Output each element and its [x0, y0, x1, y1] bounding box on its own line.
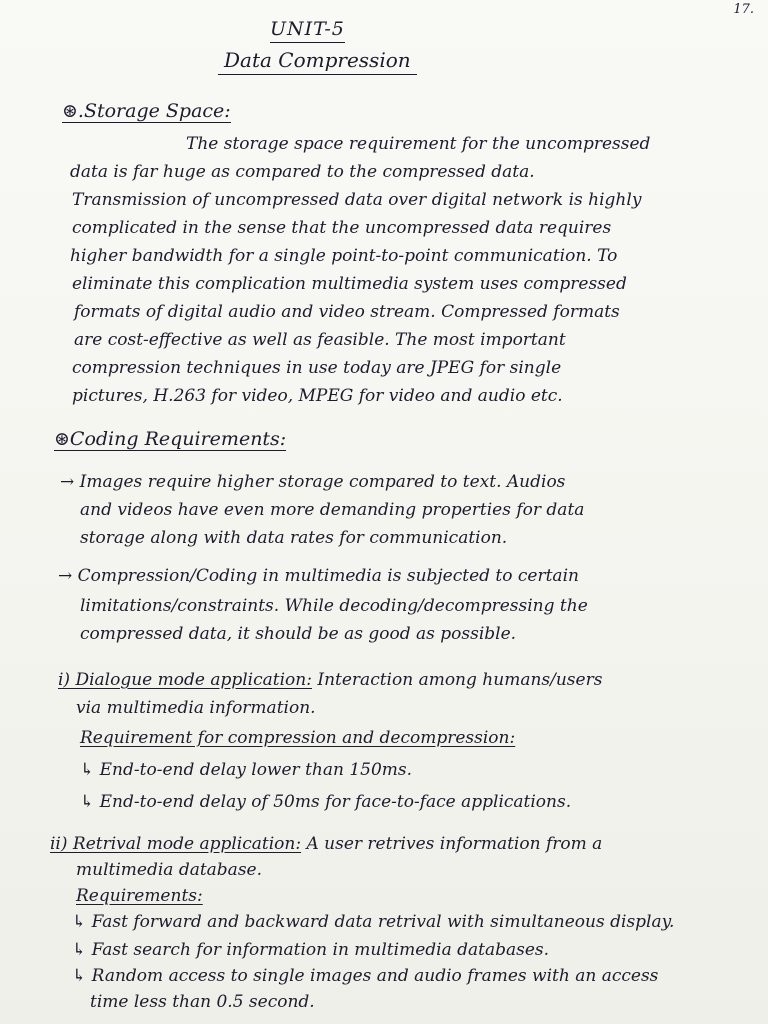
- dialogue-item: ↳ End-to-end delay of 50ms for face-to-face applications.: [80, 792, 572, 812]
- coding-line: → Images require higher storage compared to text. Audios: [60, 472, 566, 492]
- retrieval-text: A user retrives information from a: [306, 834, 603, 854]
- coding-line: → Compression/Coding in multimedia is subjected to certain: [58, 566, 579, 586]
- storage-line: eliminate this complication multimedia system uses compressed: [72, 274, 627, 294]
- dialogue-item: ↳ End-to-end delay lower than 150ms.: [80, 760, 413, 780]
- storage-line: formats of digital audio and video stream. Compressed formats: [74, 302, 620, 322]
- retrieval-item: ↳ Fast forward and backward data retrival with simultaneous display.: [72, 912, 675, 932]
- coding-line: compressed data, it should be as good as possible.: [80, 624, 517, 644]
- page-title: Data Compression: [218, 48, 417, 75]
- dialogue-label: i) Dialogue mode application:: [58, 670, 312, 690]
- storage-line: The storage space requirement for the uncompressed: [186, 134, 651, 154]
- storage-heading: [62, 100, 231, 122]
- retrieval-req-label: Requirements:: [76, 886, 203, 906]
- retrieval-line-2: multimedia database.: [76, 860, 263, 880]
- storage-line: Transmission of uncompressed data over digital network is highly: [72, 190, 642, 210]
- retrieval-item: ↳ Fast search for information in multimedia databases.: [72, 940, 550, 960]
- dialogue-line: [58, 670, 602, 690]
- dialogue-req-label: Requirement for compression and decompression:: [80, 728, 516, 748]
- storage-heading-label: ⊛.Storage Space:: [62, 100, 231, 122]
- storage-line: complicated in the sense that the uncompressed data requires: [72, 218, 612, 238]
- coding-line: storage along with data rates for communication.: [80, 528, 508, 548]
- retrieval-label: ii) Retrival mode application:: [50, 834, 302, 854]
- retrieval-item: ↳ Random access to single images and audio frames with an access: [72, 966, 659, 986]
- coding-heading-label: ⊛Coding Requirements:: [54, 428, 287, 450]
- dialogue-line-2: via multimedia information.: [76, 698, 316, 718]
- coding-line: and videos have even more demanding properties for data: [80, 500, 585, 520]
- dialogue-text: Interaction among humans/users: [317, 670, 603, 690]
- storage-line: compression techniques in use today are JPEG for single: [72, 358, 562, 378]
- page-number: 17.: [733, 2, 754, 17]
- coding-line: limitations/constraints. While decoding/decompressing the: [80, 596, 588, 616]
- storage-line: pictures, H.263 for video, MPEG for video and audio etc.: [72, 386, 563, 406]
- retrieval-line: [50, 834, 602, 854]
- dialogue-req-heading: [80, 728, 515, 748]
- storage-line: are cost-effective as well as feasible. The most important: [74, 330, 566, 350]
- unit-heading: UNIT-5: [270, 18, 345, 43]
- storage-line: data is far huge as compared to the compressed data.: [70, 162, 535, 182]
- retrieval-item: time less than 0.5 second.: [90, 992, 315, 1012]
- retrieval-req-heading: [76, 886, 203, 906]
- storage-line: higher bandwidth for a single point-to-point communication. To: [70, 246, 618, 266]
- coding-heading: [54, 428, 286, 450]
